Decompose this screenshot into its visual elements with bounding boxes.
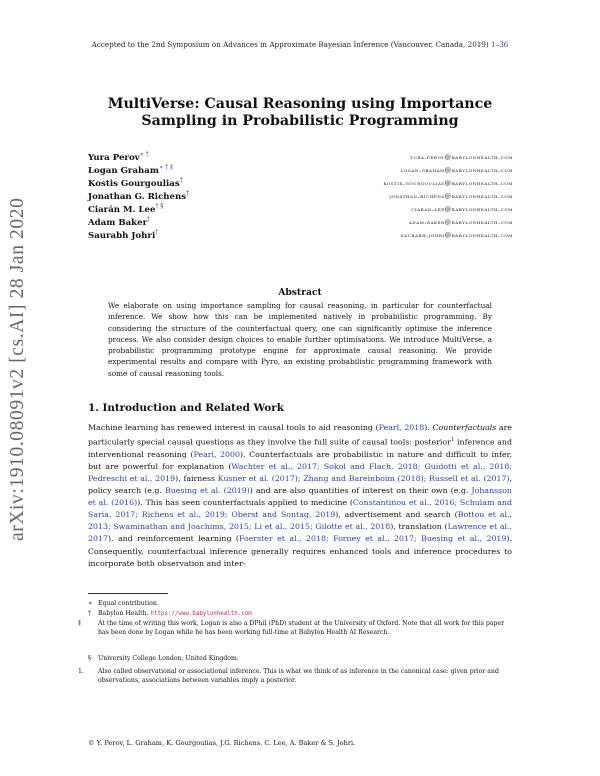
footnote: † Babylon Health. https://www.babylonhealth.com — [88, 610, 252, 617]
author-name: Adam Baker† — [88, 215, 151, 228]
citation-link[interactable]: Johansson et al. (2016) — [88, 486, 512, 508]
author-email: ciaran.lee@babylonhealth.com — [411, 204, 513, 213]
citation-link[interactable]: Constantinou et al., 2016; Schulam and Saria, 2017; Richens et al., 2019; Oberst and Sontag, 2019 — [88, 498, 512, 520]
author-name: Yura Perov∗ † — [88, 150, 149, 163]
author-row — [88, 189, 513, 202]
section-heading: 1. Introduction and Related Work — [88, 402, 284, 414]
citation-link[interactable]: Pearl, 2018 — [378, 423, 425, 432]
footnote: § University College London, United Kingdom. — [88, 655, 239, 662]
author-name: Kostis Gourgoulias† — [88, 176, 183, 189]
intro-paragraph: Machine learning has renewed interest in causal tools to aid reasoning (Pearl, 2018). Counterfactuals are particularly special causal questions as they involve the full suite of causal tools: posterior$^1$ inference and interventional reasoning (Pearl, 2000). Counterfactuals are probabilistic in nature and difficult to infer, but are powerful for explanation (Wachter et al., 2017; Sokol and Flach, 2018; Guidotti et al., 2018; Pedreschi et al., 2019), fairness Kusner et al. (2017); Zhang and Bareinboim (2018); Russell et al. (2017), policy search (e.g. Buesing et al. (2019)) and are also quantities of interest on their own (e.g. Johansson et al. (2016)). This has seen counterfactuals applied to medicine (Constantinou et al., 2016; Schulam and Saria, 2017; Richens et al., 2019; Oberst and Sontag, 2019), advertisement and search (Bottou et al., 2013; Swaminathan and Joachims, 2015; Li et al., 2015; Gilotte et al., 2018), translation (Lawrence et al., 2017), and reinforcement learning (Foerster et al., 2018; Forney et al., 2017; Buesing et al., 2019). Consequently, counterfactual inference generally requires enhanced tools and inference procedures to incorporate both observation and inter- — [88, 423, 513, 568]
arxiv-stamp: arXiv:1910.08091v2 [cs.AI] 28 Jan 2020 — [7, 197, 28, 541]
author-row — [88, 228, 513, 241]
abstract-heading: Abstract — [278, 287, 322, 298]
author-email: yura.perov@babylonhealth.com — [410, 152, 513, 161]
citation-link[interactable]: Bottou et al., 2013; Swaminathan and Joachims, 2015; Li et al., 2015; Gilotte et al., 2018 — [88, 510, 512, 532]
paper-title: MultiVerse: Causal Reasoning using Importance Sampling in Probabilistic Programming — [107, 96, 493, 129]
author-email: adam.baker@babylonhealth.com — [408, 217, 513, 226]
citation-link[interactable]: Lawrence et al., 2017 — [88, 522, 512, 544]
footnote: 1. Also called observational or associational inference. This is what we think of as inference in the canonical case: given prior and observations, associations between variables imply a posterior. — [78, 668, 499, 684]
author-name: Ciarán M. Lee† § — [88, 202, 164, 215]
citation-link[interactable]: Pearl, 2000 — [193, 449, 241, 459]
author-name: Logan Graham∗ † ‡ — [88, 163, 173, 176]
venue-header — [60, 40, 540, 49]
author-row — [88, 176, 513, 189]
page-range-link[interactable]: 1–36 — [491, 40, 509, 49]
venue-text: Accepted to the 2nd Symposium on Advances in Approximate Bayesian Inference (Vancouver, Canada, 2019) — [91, 40, 489, 49]
footnote: ∗ Equal contribution. — [88, 600, 159, 607]
citation-link[interactable]: Wachter et al., 2017; Sokol and Flach, 2018; Guidotti et al., 2018; Pedreschi et al., 2019 — [88, 461, 512, 483]
citation-link[interactable]: Kusner et al. (2017); Zhang and Bareinboim (2018); Russell et al. (2017) — [217, 473, 510, 483]
author-list — [88, 150, 513, 241]
babylon-url-link[interactable]: https://www.babylonhealth.com — [150, 611, 252, 617]
author-name: Saurabh Johri† — [88, 228, 159, 241]
author-row — [88, 215, 513, 228]
author-row — [88, 150, 513, 163]
author-email: jonathan.richens@babylonhealth.com — [389, 191, 513, 200]
author-row — [88, 163, 513, 176]
footnote-ref[interactable]: 1 — [450, 437, 455, 444]
author-email: saurabh.johri@babylonhealth.com — [400, 230, 513, 239]
copyright-footer: © Y. Perov, L. Graham, K. Gourgoulias, J.G. Richens, C. Lee, A. Baker & S. Johri. — [88, 739, 356, 747]
author-email: kostis.gourgoulias@babylonhealth.com — [383, 178, 513, 187]
footnote: ‡ At the time of writing this work, Logan is also a DPhil (PhD) student at the University of Oxford. Note that all work for this paper has been done by Logan while he has been working full-time at Babylon Health AI Research. — [78, 620, 505, 636]
author-name: Jonathan G. Richens† — [88, 189, 190, 202]
abstract-text: We elaborate on using importance sampling for causal reasoning, in particular for counterfactual inference. We show how this can be implemented natively in probabilistic programming. By considering the structure of the counterfactual query, one can significantly optimise the inference process. We also consider design choices to enable further optimisations. We introduce MultiVerse, a probabilistic programming prototype engine for approximate causal reasoning. We provide experimental results and compare with Pyro, an existing probabilistic programming framework with some of causal reasoning tools. — [108, 301, 492, 378]
citation-link[interactable]: Foerster et al., 2018; Forney et al., 2017; Buesing et al., 2019 — [239, 534, 507, 544]
citation-link[interactable]: Buesing et al. (2019) — [164, 486, 250, 496]
author-row — [88, 202, 513, 215]
footnote-divider — [88, 593, 168, 594]
author-email: logan.graham@babylonhealth.com — [400, 165, 513, 174]
